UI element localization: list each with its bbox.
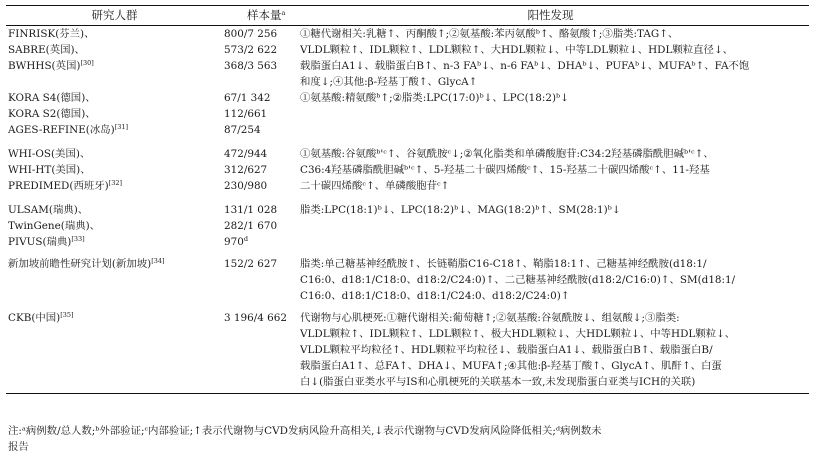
- finding-line: [300, 218, 809, 234]
- population-text: TwinGene(瑞典)、: [8, 220, 101, 232]
- sample-size-text: 800/7 256: [224, 28, 278, 40]
- sample-size-text: 112/661: [224, 108, 268, 120]
- header-sample-size: [223, 6, 292, 26]
- finding-line: 载脂蛋白A1↑、总FA↑、DHA↓、MUFA↑;④其他:β-羟基丁酸↑、GlycA↑、肌酐↑、白蛋: [300, 360, 722, 372]
- population-line: [8, 310, 223, 326]
- sample-size-cell: [223, 90, 292, 138]
- population-text: WHI-HT(美国)、: [8, 164, 91, 176]
- population-line: [8, 146, 223, 162]
- sample-size-line: [224, 234, 292, 250]
- table-row: [6, 250, 809, 304]
- finding-line: VLDL颗粒↑、IDL颗粒↑、LDL颗粒↑、大HDL颗粒↓、中等LDL颗粒↓、HDL颗粒直径↓、: [300, 44, 734, 56]
- population-line: [8, 26, 223, 42]
- sample-size-line: [224, 358, 292, 374]
- sample-size-text: 312/627: [224, 164, 268, 176]
- population-line: [8, 326, 223, 342]
- study-population-cell: [6, 304, 223, 394]
- findings-cell: [292, 90, 809, 138]
- population-line: [8, 358, 223, 374]
- reference-superscript: [35]: [60, 311, 74, 319]
- sample-size-line: [224, 310, 292, 326]
- header-study-population: [6, 6, 223, 26]
- reference-superscript: [30]: [80, 59, 94, 67]
- sample-size-line: [224, 42, 292, 58]
- reference-superscript: [33]: [71, 235, 85, 243]
- sample-size-text: 87/254: [224, 124, 261, 136]
- population-text: AGES-REFINE(冰岛): [8, 124, 115, 136]
- sample-size-text: 67/1 342: [224, 92, 271, 104]
- finding-line: 二十碳四烯酸ᶜ↑、单磷酸胞苷ᶜ↑: [300, 180, 450, 192]
- sample-size-text: 152/2 627: [224, 258, 278, 270]
- sample-size-line: [224, 58, 292, 74]
- sample-size-cell: [223, 138, 292, 194]
- finding-line: 和度↓;④其他:β-羟基丁酸↑、GlycA↑: [300, 76, 478, 88]
- sample-size-text: 230/980: [224, 180, 268, 192]
- sample-size-line: [224, 90, 292, 106]
- population-text: FINRISK(芬兰)、: [8, 28, 95, 40]
- header-positive-findings: [292, 6, 809, 26]
- population-line: [8, 162, 223, 178]
- reference-superscript: [32]: [108, 179, 123, 187]
- sample-size-line: [224, 74, 292, 90]
- study-population-cell: [6, 194, 223, 250]
- finding-line: 代谢物与心肌梗死:①糖代谢相关:葡萄糖↑;②氨基酸:谷氨酰胺↓、组氨酸↓;③脂类:: [300, 312, 680, 324]
- population-line: [8, 288, 223, 304]
- finding-line: [300, 122, 809, 138]
- population-line: [8, 58, 223, 74]
- results-table: [6, 5, 809, 394]
- sample-size-cell: [223, 26, 292, 91]
- sample-size-cell: [223, 194, 292, 250]
- sample-size-text: 131/1 028: [224, 204, 278, 216]
- sample-size-text: 3 196/4 662: [224, 312, 287, 324]
- finding-line: VLDL颗粒↑、IDL颗粒↑、LDL颗粒↑、极大HDL颗粒↓、大HDL颗粒↓、中等HDL颗粒↓、: [300, 328, 736, 340]
- finding-line: 脂类:LPC(18:1)ᵇ↓、LPC(18:2)ᵇ↓、MAG(18:2)ᵇ↑、SM(28:1)ᵇ↓: [300, 204, 621, 216]
- header-col3-label: 阳性发现: [527, 7, 574, 22]
- finding-line: C36:4羟基磷脂酰胆碱ᵇ'ᶜ↑、5-羟基二十碳四烯酸ᶜ↑、15-羟基二十碳四烯酸ᶜ↑、11-羟基: [300, 164, 710, 176]
- population-line: [8, 202, 223, 218]
- population-text: ULSAM(瑞典)、: [8, 204, 89, 216]
- population-text: PREDIMED(西班牙): [8, 180, 109, 192]
- population-line: [8, 42, 223, 58]
- table-footnote: [8, 421, 808, 453]
- sample-size-line: [224, 374, 292, 390]
- finding-line: 白↓(脂蛋白亚类水平与IS和心肌梗死的关联基本一致,未发现脂蛋白亚类与ICH的关联): [300, 376, 696, 388]
- sample-size-superscript: d: [243, 235, 249, 243]
- study-population-cell: [6, 90, 223, 138]
- sample-size-line: [224, 342, 292, 358]
- sample-size-line: [224, 272, 292, 288]
- sample-size-line: [224, 122, 292, 138]
- population-text: KORA S2(德国)、: [8, 108, 96, 120]
- findings-cell: [292, 304, 809, 394]
- sample-size-cell: [223, 250, 292, 304]
- sample-size-text: 472/944: [224, 148, 268, 160]
- table-row: [6, 138, 809, 194]
- findings-cell: [292, 26, 809, 91]
- header-col2-label: 样本量: [247, 7, 282, 22]
- finding-line: C16:0、d18:1/C18:0、d18:1/C24:0、d18:2/C24:0)↑: [300, 290, 570, 302]
- population-text: CKB(中国): [8, 312, 61, 324]
- findings-cell: [292, 250, 809, 304]
- finding-line: [300, 234, 809, 250]
- study-population-cell: [6, 250, 223, 304]
- population-line: [8, 178, 223, 194]
- sample-size-line: [224, 326, 292, 342]
- finding-line: ①氨基酸:谷氨酸ᵇ'ᶜ↑、谷氨酰胺ᶜ↓;②氧化脂类和单磷酸胞苷:C34:2羟基磷脂酰胆碱ᵇ'ᶜ↑、: [300, 148, 714, 160]
- reference-superscript: [31]: [114, 123, 129, 131]
- sample-size-text: 573/2 622: [224, 44, 278, 56]
- sample-size-text: 282/1 670: [224, 220, 278, 232]
- population-text: BWHHS(英国): [8, 60, 81, 72]
- population-text: 新加坡前瞻性研究计划(新加坡): [8, 258, 152, 270]
- table-row: [6, 304, 809, 394]
- sample-size-line: [224, 26, 292, 42]
- reference-superscript: [34]: [151, 257, 165, 265]
- finding-line: ①氨基酸:精氨酸ᵇ↑;②脂类:LPC(17:0)ᵇ↓、LPC(18:2)ᵇ↓: [300, 92, 569, 104]
- population-text: WHI-OS(美国)、: [8, 148, 91, 160]
- population-line: [8, 374, 223, 390]
- findings-cell: [292, 138, 809, 194]
- population-line: [8, 122, 223, 138]
- study-population-cell: [6, 26, 223, 91]
- sample-size-line: [224, 106, 292, 122]
- sample-size-cell: [223, 304, 292, 394]
- sample-size-line: [224, 218, 292, 234]
- population-line: [8, 234, 223, 250]
- table-row: [6, 90, 809, 138]
- table-row: [6, 194, 809, 250]
- sample-size-line: [224, 178, 292, 194]
- finding-line: 载脂蛋白A1↓、载脂蛋白B↑、n-3 FAᵇ↓、n-6 FAᵇ↓、DHAᵇ↓、PUFAᵇ↓、MUFAᵇ↑、FA不饱: [300, 60, 750, 72]
- finding-line: [300, 106, 809, 122]
- population-line: [8, 90, 223, 106]
- finding-line: ①糖代谢相关:乳糖↑、丙酮酸↑;②氨基酸:苯丙氨酸ᵇ↑、酪氨酸↑;③脂类:TAG↑、: [300, 28, 679, 40]
- population-text: PIVUS(瑞典): [8, 236, 72, 248]
- header-col1-label: 研究人群: [91, 7, 138, 22]
- sample-size-line: [224, 146, 292, 162]
- sample-size-line: [224, 202, 292, 218]
- population-line: [8, 218, 223, 234]
- table-row: [6, 26, 809, 91]
- table-header-row: [6, 6, 809, 26]
- population-text: KORA S4(德国)、: [8, 92, 96, 104]
- sample-size-line: [224, 288, 292, 304]
- sample-size-line: [224, 256, 292, 272]
- finding-line: 脂类:单己糖基神经酰胺↑、长链鞘脂C16-C18↑、鞘脂18:1↑、己糖基神经酰胺(d18:1/: [300, 258, 707, 270]
- population-line: [8, 272, 223, 288]
- sample-size-text: 368/3 563: [224, 60, 278, 72]
- finding-line: C16:0、d18:1/C18:0、d18:2/C24:0)↑、二己糖基神经酰胺(d18:2/C16:0)↑、SM(d18:1/: [300, 274, 736, 286]
- population-text: SABRE(英国)、: [8, 44, 85, 56]
- population-line: [8, 256, 223, 272]
- population-line: [8, 342, 223, 358]
- population-line: [8, 106, 223, 122]
- table-body: [6, 26, 809, 394]
- finding-line: VLDL颗粒平均粒径↑、HDL颗粒平均粒径↓、载脂蛋白A1↓、载脂蛋白B↑、载脂蛋白B/: [300, 344, 713, 356]
- study-population-cell: [6, 138, 223, 194]
- population-line: [8, 74, 223, 90]
- findings-cell: [292, 194, 809, 250]
- sample-size-line: [224, 162, 292, 178]
- sample-size-text: 970: [224, 236, 244, 248]
- header-col2-superscript: a: [281, 8, 286, 17]
- footnote-line-1: 注:ᵃ病例数/总人数;ᵇ外部验证;ᶜ内部验证;↑表示代谢物与CVD发病风险升高相关,↓表示代谢物与CVD发病风险降低相关;ᵈ病例数未: [8, 425, 602, 437]
- footnote-line-2: 报告: [8, 441, 29, 453]
